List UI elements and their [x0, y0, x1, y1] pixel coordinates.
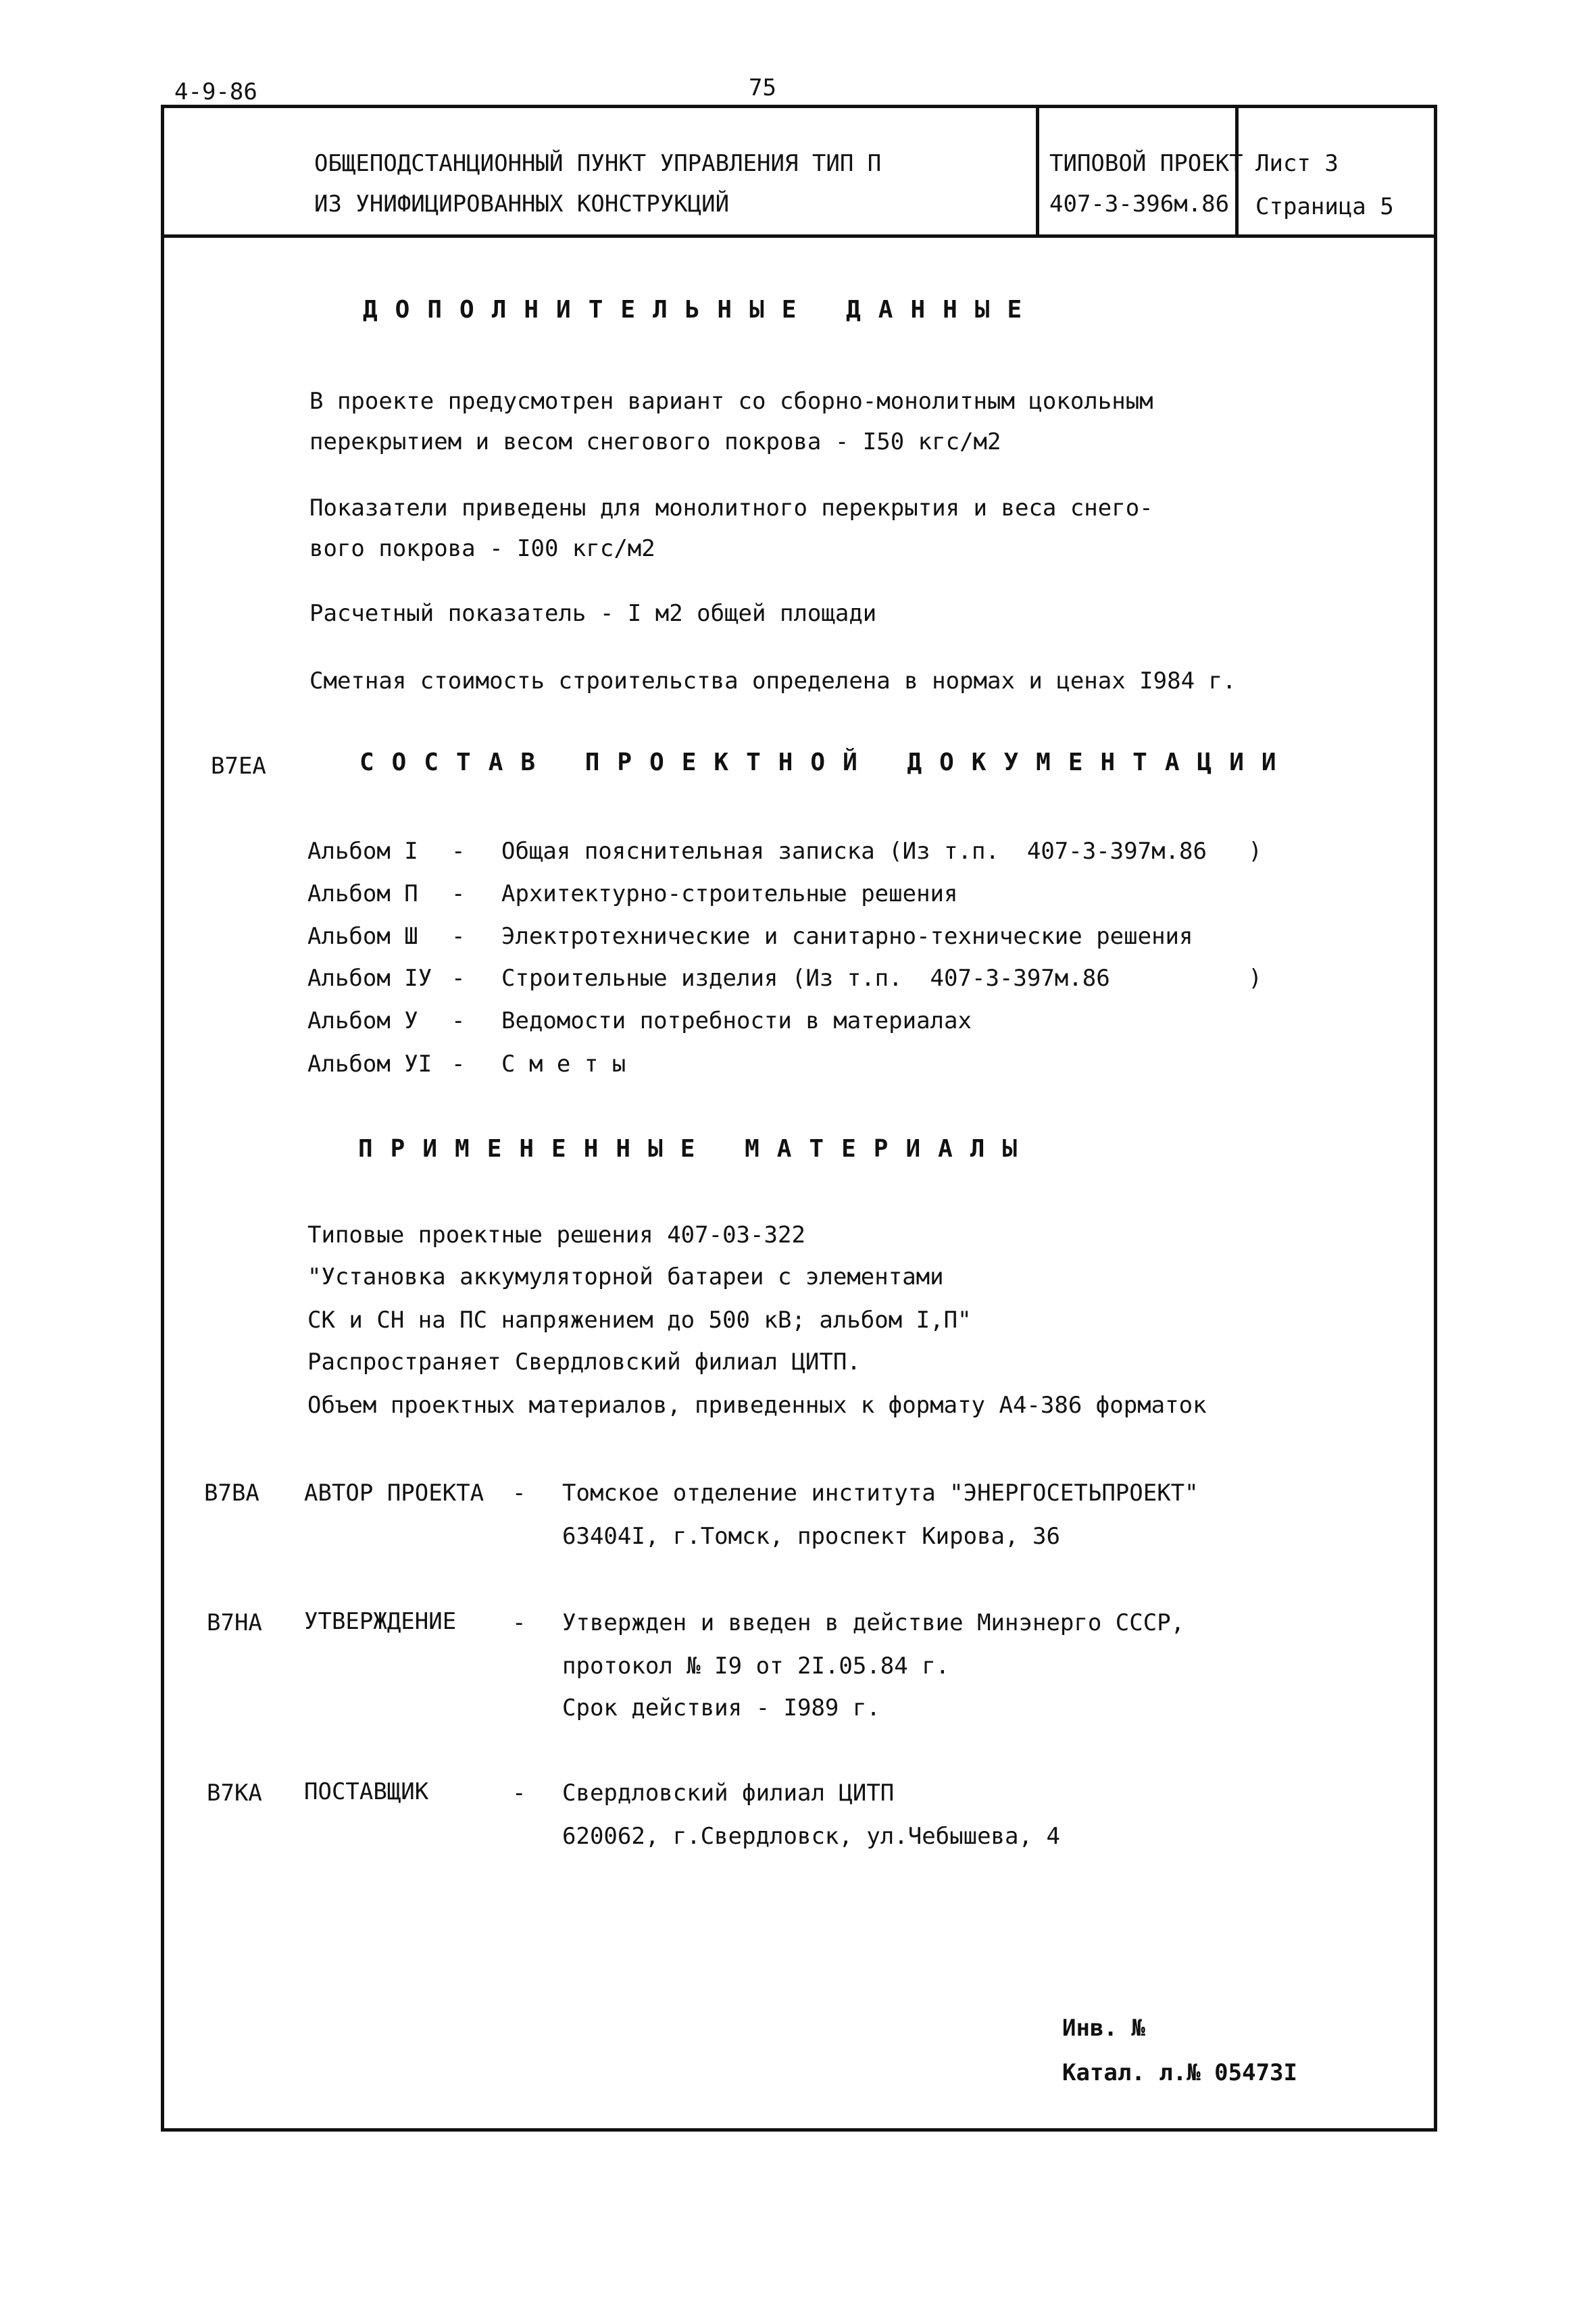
catalog-number: Катал. л.№ 05473I	[1062, 2059, 1297, 2086]
album-dash: -	[451, 1051, 466, 1078]
approval-dash: -	[512, 1609, 526, 1636]
materials-heading: ПРИМЕНЕННЫЕ МАТЕРИАЛЫ	[358, 1135, 1035, 1163]
section-code: В7ЕА	[211, 753, 266, 780]
supplier-line: Свердловский филиал ЦИТП	[562, 1780, 895, 1807]
additional-paragraph: Сметная стоимость строительства определена в нормах и ценах I984 г.	[309, 668, 1237, 695]
inventory-number: Инв. №	[1062, 2015, 1145, 2042]
materials-line: "Установка аккумуляторной батареи с элементами	[307, 1263, 944, 1290]
album-description: С м е т ы	[501, 1051, 626, 1078]
supplier-code: В7КА	[207, 1780, 262, 1807]
album-dash: -	[451, 838, 466, 865]
document-date: 4-9-86	[174, 78, 257, 105]
album-description: Электротехнические и санитарно-технические решения	[501, 923, 1193, 950]
materials-line: Объем проектных материалов, приведенных к формату А4-386 форматок	[307, 1392, 1207, 1419]
materials-line: Типовые проектные решения 407-03-322	[307, 1222, 805, 1249]
album-description: Архитектурно-строительные решения	[501, 880, 958, 907]
additional-paragraph: перекрытием и весом снегового покрова - I50 кгс/м2	[309, 428, 1001, 455]
supplier-line: 620062, г.Свердловск, ул.Чебышева, 4	[562, 1823, 1060, 1850]
author-line: 63404I, г.Томск, проспект Кирова, 36	[562, 1523, 1060, 1550]
album-dash: -	[451, 923, 466, 950]
additional-heading: ДОПОЛНИТЕЛЬНЫЕ ДАННЫЕ	[363, 296, 1040, 324]
album-dash: -	[451, 965, 466, 992]
materials-line: СК и СН на ПС напряжением до 500 кВ; альбом I,П"	[307, 1307, 972, 1334]
album-description: Общая пояснительная записка (Из т.п. 407-3-397м.86 )	[501, 838, 1262, 865]
page-label: Страница 5	[1255, 193, 1394, 220]
album-name: Альбом УI	[307, 1051, 432, 1078]
author-line: Томское отделение института "ЭНЕРГОСЕТЬПРОЕКТ"	[562, 1480, 1199, 1507]
project-number: 407-3-396м.86	[1049, 191, 1230, 218]
supplier-label: ПОСТАВЩИК	[304, 1778, 429, 1805]
additional-paragraph: вого покрова - I00 кгс/м2	[309, 535, 655, 562]
album-name: Альбом I	[307, 838, 418, 865]
approval-label: УТВЕРЖДЕНИЕ	[304, 1608, 457, 1635]
materials-line: Распространяет Свердловский филиал ЦИТП.	[307, 1349, 861, 1376]
approval-line: Срок действия - I989 г.	[562, 1694, 880, 1721]
approval-code: В7НА	[207, 1609, 262, 1636]
title-divider	[1036, 108, 1039, 234]
author-dash: -	[512, 1480, 526, 1507]
album-name: Альбом У	[307, 1007, 418, 1034]
album-name: Альбом IУ	[307, 965, 432, 992]
approval-line: протокол № I9 от 2I.05.84 г.	[562, 1653, 950, 1680]
page-number: 75	[749, 74, 776, 101]
album-name: Альбом П	[307, 880, 418, 907]
album-description: Строительные изделия (Из т.п. 407-3-397м.86 )	[501, 965, 1262, 992]
title-line-1: ОБЩЕПОДСТАНЦИОННЫЙ ПУНКТ УПРАВЛЕНИЯ ТИП П	[314, 150, 882, 177]
additional-paragraph: В проекте предусмотрен вариант со сборно-монолитным цокольным	[309, 388, 1153, 415]
album-name: Альбом Ш	[307, 923, 418, 950]
title-block	[164, 108, 1434, 238]
sheet-number: Лист 3	[1255, 150, 1339, 177]
album-description: Ведомости потребности в материалах	[501, 1007, 972, 1034]
album-dash: -	[451, 880, 466, 907]
composition-heading: СОСТАВ ПРОЕКТНОЙ ДОКУМЕНТАЦИИ	[359, 749, 1294, 776]
author-label: АВТОР ПРОЕКТА	[304, 1480, 484, 1507]
supplier-dash: -	[512, 1780, 526, 1807]
title-line-2: ИЗ УНИФИЦИРОВАННЫХ КОНСТРУКЦИЙ	[314, 191, 730, 218]
additional-paragraph: Расчетный показатель - I м2 общей площади	[309, 600, 877, 627]
additional-paragraph: Показатели приведены для монолитного перекрытия и веса снего-	[309, 495, 1153, 522]
album-dash: -	[451, 1007, 466, 1034]
project-label: ТИПОВОЙ ПРОЕКТ	[1049, 150, 1243, 177]
approval-line: Утвержден и введен в действие Минэнерго СССР,	[562, 1609, 1185, 1636]
author-code: В7ВА	[204, 1480, 259, 1507]
